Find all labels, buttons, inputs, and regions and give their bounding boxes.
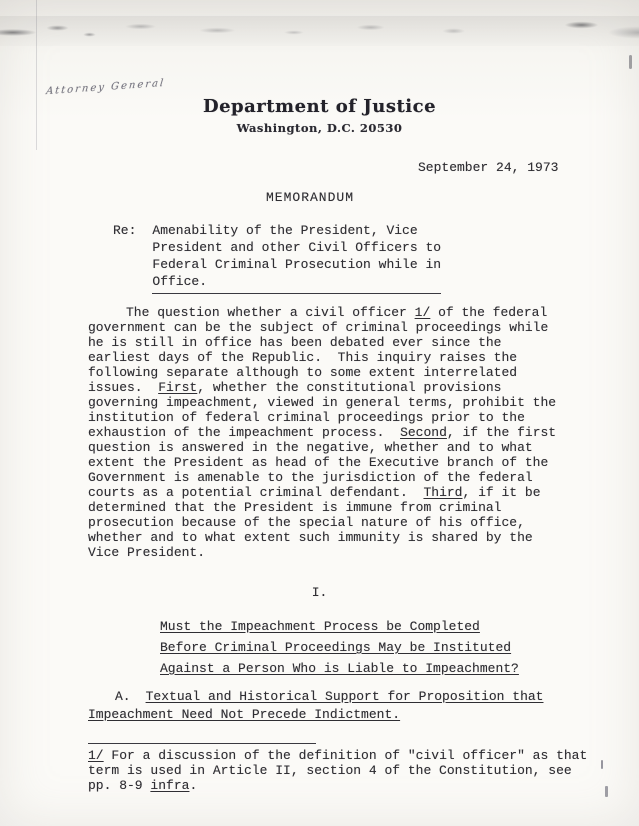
body-text-segment: , if it be determined that the President is immune from criminal prosecution because of the special nature of his office, whether and to what extent such immunity is shared by the Vice President. xyxy=(88,485,549,560)
subsection-a-label: A. xyxy=(115,689,131,704)
section-one-heading xyxy=(160,616,519,679)
footnote-separator-rule xyxy=(88,743,316,744)
attorney-general-stamp: Attorney General xyxy=(45,77,166,98)
scan-artifact-right-dash xyxy=(629,55,632,69)
footnote-number: 1/ xyxy=(88,748,104,763)
section-heading-line: Before Criminal Proceedings May be Instituted xyxy=(160,640,512,655)
subject-line: Amenability of the President, Vice xyxy=(152,223,418,238)
subject-line: Federal Criminal Prosecution while in xyxy=(152,257,442,272)
body-text-segment: , if the first question is answered in the negative, whether and to what extent the President as head of the Executive branch of the Government is amenable to the jurisdiction of the federal courts as a potential criminal defendant. xyxy=(88,425,564,500)
body-text-segment: , whether the constitutional provisions governing impeachment, viewed in general terms, prohibit the institution of federal criminal proceedings prior to the exhaustion of the impeachment process. xyxy=(88,380,564,440)
date: September 24, 1973 xyxy=(418,160,559,175)
letterhead-title: Department of Justice xyxy=(202,96,437,117)
section-heading-line: Against a Person Who is Liable to Impeachment? xyxy=(160,661,519,676)
subject-line: Office. xyxy=(152,274,208,289)
subject-lines xyxy=(152,222,441,294)
scan-artifact-bottom-right xyxy=(605,786,608,797)
footnote-reference: 1/ xyxy=(414,305,431,320)
footnote-segment: . xyxy=(189,778,198,793)
underlined-term-first: First xyxy=(158,380,198,395)
underlined-term-second: Second xyxy=(400,425,447,440)
subsection-a-heading xyxy=(88,688,588,724)
subject-label: Re: xyxy=(113,223,137,238)
scan-artifact-bottom-right xyxy=(601,760,603,769)
memo-label: MEMORANDUM xyxy=(265,190,354,205)
subject-block xyxy=(113,222,441,294)
subsection-a-title: Textual and Historical Support for Proposition that xyxy=(145,689,544,704)
footnote-segment: For a discussion of the definition of "civil officer" as that term is used in Article II, section 4 of the Constitution, see pp. 8-9 xyxy=(88,748,596,793)
letterhead xyxy=(0,96,639,135)
scan-noise-band xyxy=(0,16,639,46)
body-text-segment: of the federal government can be the subject of criminal proceedings while he is still in office has been debated ever since the earliest days of the Republic. This inquiry raises the following separate although to some extent interrelated issues. xyxy=(88,305,557,395)
underlined-term-infra: infra xyxy=(150,778,190,793)
section-one-numeral: I. xyxy=(311,585,328,600)
body-text-segment: The question whether a civil officer xyxy=(126,305,415,320)
subsection-a-line xyxy=(88,688,588,706)
footnote-text xyxy=(88,748,596,793)
section-heading-line: Must the Impeachment Process be Completed xyxy=(160,619,480,634)
letterhead-address: Washington, D.C. 20530 xyxy=(236,121,403,135)
underlined-term-third: Third xyxy=(423,485,463,500)
subsection-a-line xyxy=(88,706,588,724)
subsection-a-title: Impeachment Need Not Precede Indictment. xyxy=(88,707,401,722)
body-paragraph xyxy=(88,305,566,560)
subject-line: President and other Civil Officers to xyxy=(152,240,442,255)
